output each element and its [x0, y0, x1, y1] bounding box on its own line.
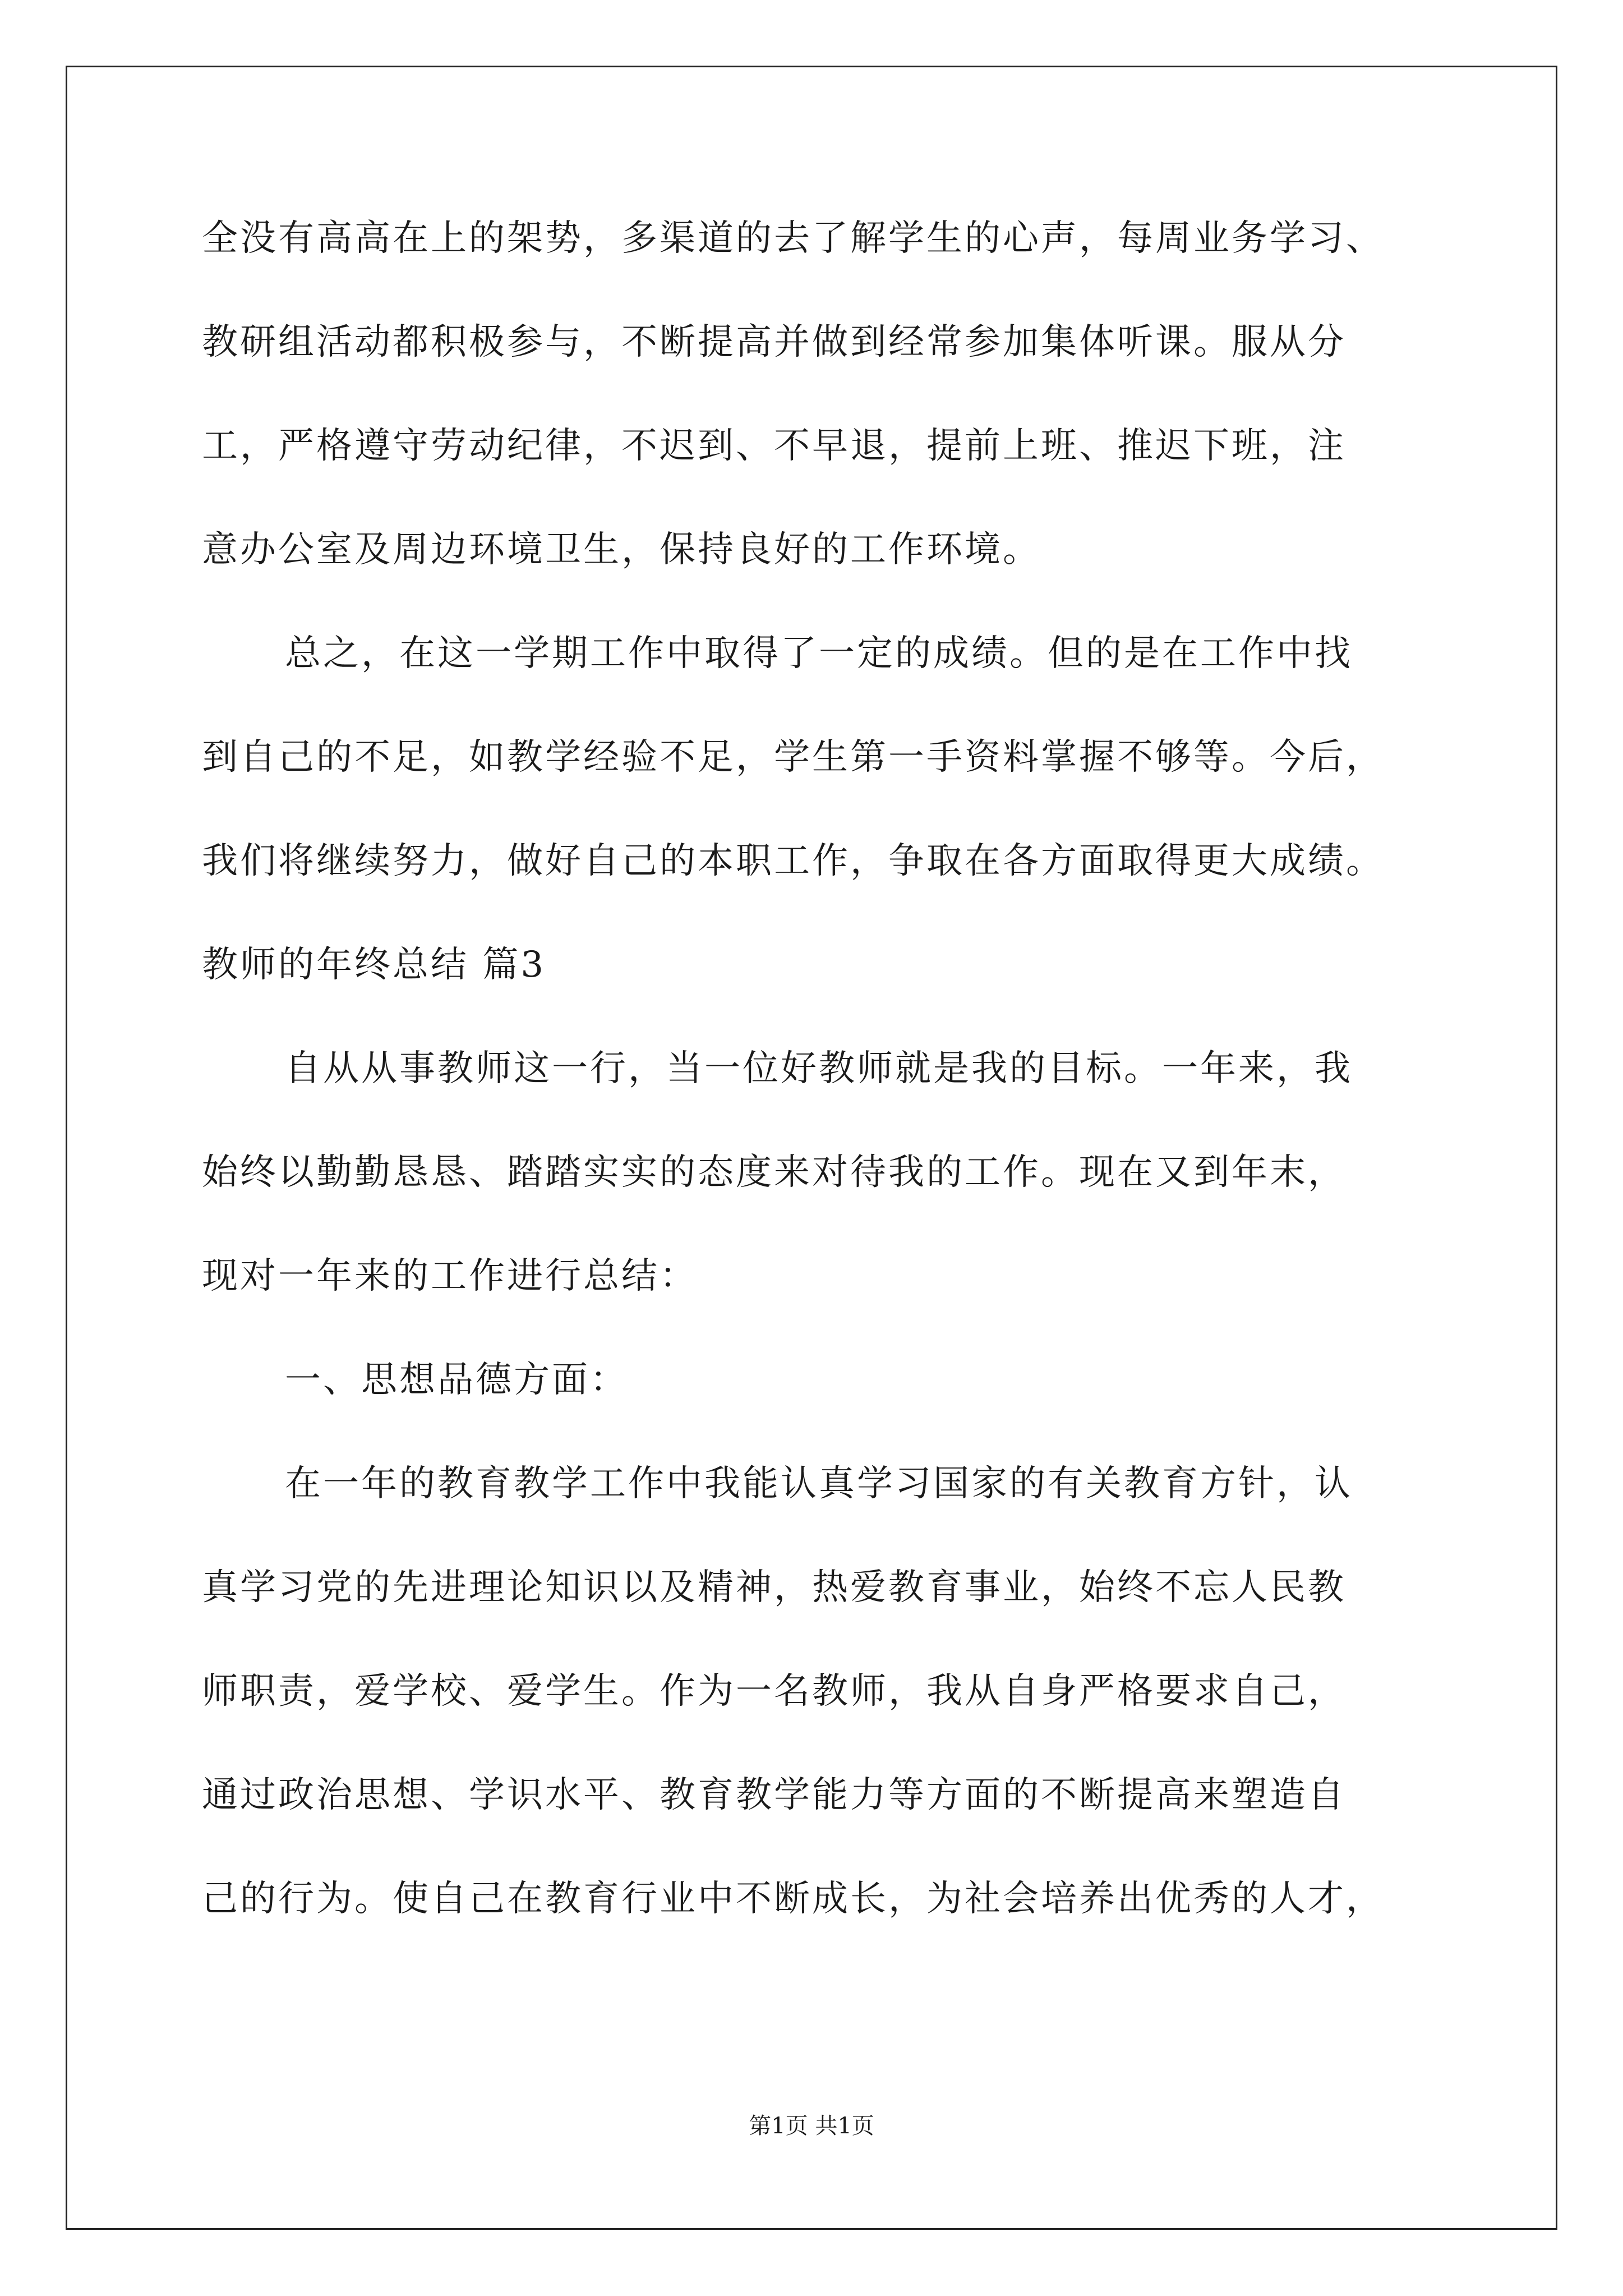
text-line: 师职责，爱学校、爱学生。作为一名教师，我从自身严格要求自己，: [202, 1671, 1346, 1712]
page-footer: 第1页 共1页: [749, 2113, 874, 2139]
paragraph-first-line: 自从从事教师这一行，当一位好教师就是我的目标。一年来，我: [285, 1048, 1353, 1089]
text-line: 全没有高高在上的架势，多渠道的去了解学生的心声，每周业务学习、: [202, 218, 1384, 259]
subsection-heading: 一、思想品德方面：: [285, 1359, 628, 1401]
text-line: 到自己的不足，如教学经验不足，学生第一手资料掌握不够等。今后，: [202, 737, 1384, 778]
paragraph-first-line: 在一年的教育教学工作中我能认真学习国家的有关教育方针，认: [285, 1463, 1353, 1504]
text-line: 工，严格遵守劳动纪律，不迟到、不早退，提前上班、推迟下班，注: [202, 425, 1346, 467]
text-line: 真学习党的先进理论知识以及精神，热爱教育事业，始终不忘人民教: [202, 1567, 1346, 1608]
section-heading: 教师的年终总结 篇3: [202, 944, 546, 986]
text-line: 我们将继续努力，做好自己的本职工作，争取在各方面取得更大成绩。: [202, 840, 1384, 882]
text-line: 意办公室及周边环境卫生，保持良好的工作环境。: [202, 529, 1041, 570]
text-line: 始终以勤勤恳恳、踏踏实实的态度来对待我的工作。现在又到年末，: [202, 1152, 1346, 1193]
text-line: 通过政治思想、学识水平、教育教学能力等方面的不断提高来塑造自: [202, 1774, 1346, 1816]
text-line: 教研组活动都积极参与，不断提高并做到经常参加集体听课。服从分: [202, 321, 1346, 363]
text-line: 己的行为。使自己在教育行业中不断成长，为社会培养出优秀的人才，: [202, 1878, 1384, 1920]
paragraph-first-line: 总之，在这一学期工作中取得了一定的成绩。但的是在工作中找: [285, 633, 1353, 674]
text-line: 现对一年来的工作进行总结：: [202, 1255, 698, 1297]
